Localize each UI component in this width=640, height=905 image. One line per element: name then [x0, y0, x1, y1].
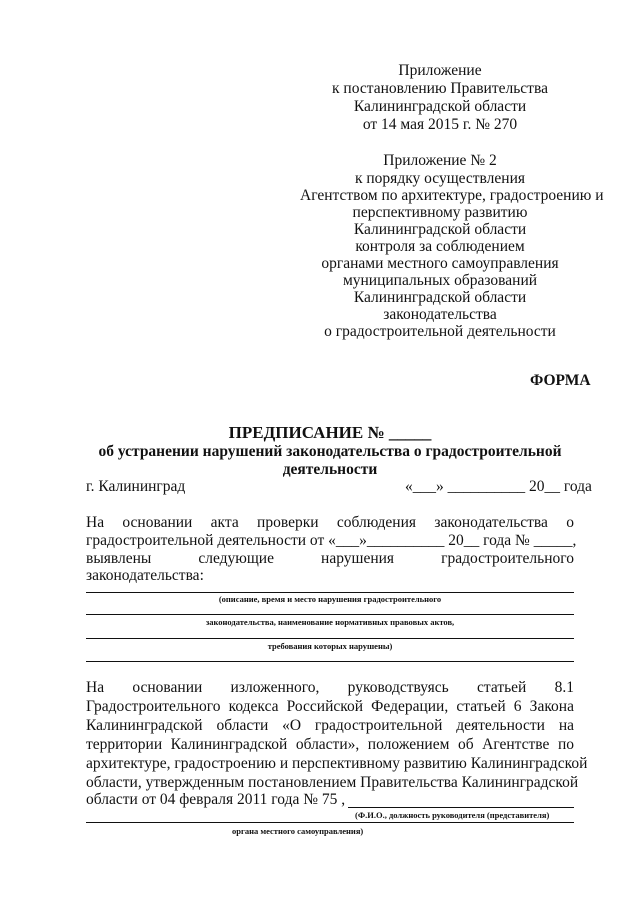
appendix2-line: к порядку осуществления [354, 170, 525, 187]
document-subheading: деятельности [282, 461, 378, 478]
field-caption: (описание, время и место нарушения градостроительного [218, 594, 442, 604]
paragraph-line: законодательства: [86, 567, 204, 584]
form-label: ФОРМА [530, 372, 591, 389]
field-caption: органа местного самоуправления) [232, 826, 364, 836]
city-label: г. Калининград [86, 478, 186, 495]
appendix2-line: Калининградской области [353, 221, 527, 238]
appendix2-line: контроля за соблюдением [355, 238, 525, 255]
paragraph-line: На основании изложенного, руководствуясь статьей 8.1 [86, 679, 574, 696]
appendix2-line: о градостроительной деятельности [324, 323, 556, 340]
blank-line [86, 592, 574, 593]
appendix2-line: муниципальных образований [342, 272, 538, 289]
appendix2-line: Калининградской области [353, 289, 527, 306]
appendix-line: Калининградской области [353, 98, 527, 115]
field-caption: законодательства, наименование нормативных правовых актов, [205, 617, 455, 627]
paragraph-line: области от 04 февраля 2011 года № 75 , [86, 791, 346, 808]
appendix-date-line: от 14 мая 2015 г. № 270 [362, 116, 518, 133]
field-caption: требования которых нарушены) [267, 641, 393, 651]
paragraph-line: градостроительной деятельности от «___»__________ 20__ года № _____, [86, 532, 577, 549]
field-caption: (Ф.И.О., должность руководителя (представителя) [355, 810, 550, 820]
blank-line [86, 822, 574, 823]
appendix2-line: органами местного самоуправления [321, 255, 559, 272]
paragraph-line: области, утвержденным постановлением Правительства Калининградской [86, 774, 579, 791]
appendix2-title: Приложение № 2 [383, 152, 497, 169]
date-field: «___» __________ 20__ года [405, 478, 592, 495]
appendix2-line: Агентством по архитектуре, градостроению и [300, 187, 604, 204]
paragraph-line: выявлены следующие нарушения градостроительного [86, 550, 574, 567]
paragraph-line: Калининградской области «О градостроительной деятельности на [86, 717, 574, 734]
paragraph-line: территории Калининградской области», положением об Агентстве по [86, 736, 574, 753]
paragraph-line: На основании акта проверки соблюдения законодательства о [86, 514, 574, 531]
paragraph-line: архитектуре, градостроению и перспективному развитию Калининградской [86, 755, 588, 772]
appendix2-line: законодательства [383, 306, 497, 323]
blank-line [86, 614, 574, 615]
blank-line [348, 807, 574, 808]
paragraph-line: Градостроительного кодекса Российской Федерации, статьей 6 Закона [86, 698, 574, 715]
document-subheading: об устранении нарушений законодательства о градостроительной [98, 443, 562, 460]
appendix-title: Приложение [398, 62, 482, 79]
appendix2-line: перспективному развитию [352, 204, 528, 221]
blank-line [86, 661, 574, 662]
document-heading: ПРЕДПИСАНИЕ № _____ [228, 423, 432, 442]
appendix-line: к постановлению Правительства [332, 80, 548, 97]
blank-line [86, 638, 574, 639]
